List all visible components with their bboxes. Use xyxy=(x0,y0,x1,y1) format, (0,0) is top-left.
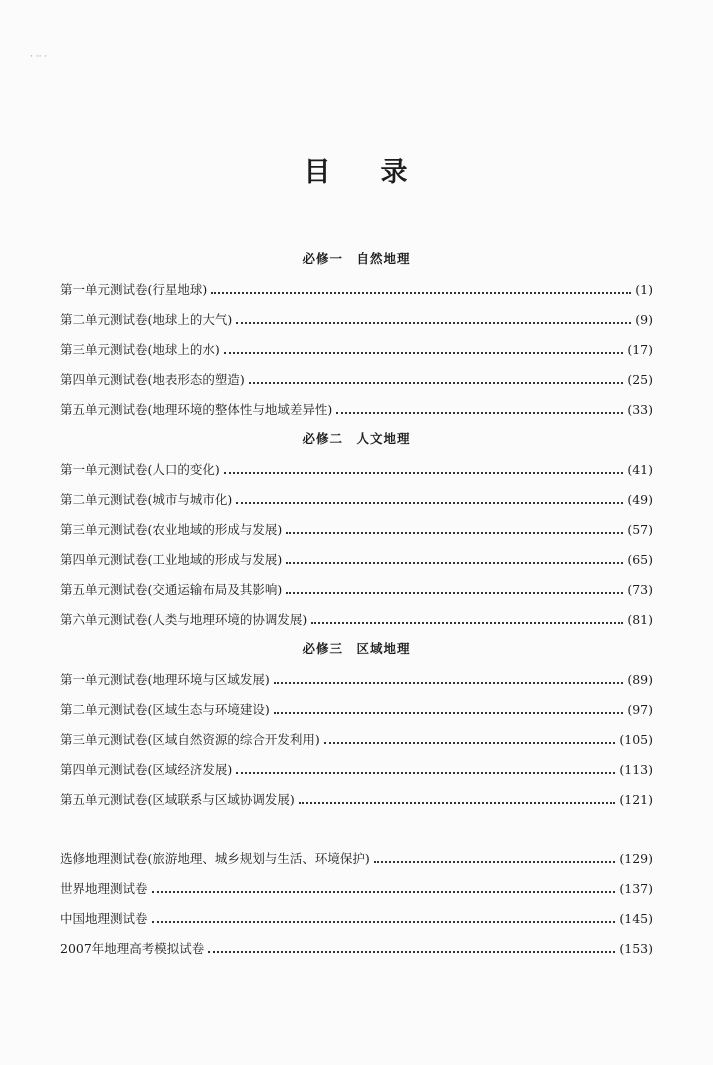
toc-entry-label: 第三单元测试卷(地球上的水) xyxy=(60,342,220,357)
section-spacer xyxy=(60,814,653,843)
toc-entry xyxy=(60,334,653,364)
toc-entry xyxy=(60,604,653,634)
dot-leader xyxy=(224,338,624,354)
toc-entry-label: 第三单元测试卷(农业地域的形成与发展) xyxy=(60,522,283,537)
dot-leader xyxy=(286,548,623,564)
toc-entry xyxy=(60,574,653,604)
toc-entry-page: (153) xyxy=(619,940,653,956)
page-title xyxy=(0,150,713,189)
toc-entry xyxy=(60,364,653,394)
toc-entry-page: (89) xyxy=(627,671,653,687)
toc-entry-page: (57) xyxy=(627,521,653,537)
toc-entry-page: (121) xyxy=(619,791,653,807)
toc-entry-page: (137) xyxy=(619,880,653,896)
dot-leader xyxy=(236,308,631,324)
toc-entry-label: 第一单元测试卷(人口的变化) xyxy=(60,462,220,477)
toc-entry-label: 第三单元测试卷(区域自然资源的综合开发利用) xyxy=(60,732,320,747)
toc-entry-label: 第四单元测试卷(工业地域的形成与发展) xyxy=(60,552,283,567)
toc-entry-page: (113) xyxy=(619,761,653,777)
toc-entry xyxy=(60,484,653,514)
dot-leader xyxy=(152,907,616,923)
title-char-2: 录 xyxy=(380,157,410,188)
scan-speck: · ·· · xyxy=(30,52,48,62)
toc-entry xyxy=(60,514,653,544)
toc-entry xyxy=(60,724,653,754)
toc-entry-page: (145) xyxy=(619,910,653,926)
toc-entry xyxy=(60,664,653,694)
dot-leader xyxy=(311,608,623,624)
toc-entry-page: (41) xyxy=(627,461,653,477)
toc-entry-label: 第五单元测试卷(交通运输布局及其影响) xyxy=(60,582,283,597)
dot-leader xyxy=(224,458,624,474)
toc-entry-label: 第六单元测试卷(人类与地理环境的协调发展) xyxy=(60,612,308,627)
toc-entry xyxy=(60,544,653,574)
dot-leader xyxy=(286,518,623,534)
dot-leader xyxy=(274,698,624,714)
dot-leader xyxy=(299,788,616,804)
toc-entry xyxy=(60,694,653,724)
dot-leader xyxy=(286,578,623,594)
dot-leader xyxy=(336,398,623,414)
dot-leader xyxy=(324,728,616,744)
section-header-bixiu-2: 必修二 人文地理 xyxy=(302,431,411,446)
toc-entry-label: 2007年地理高考模拟试卷 xyxy=(60,941,205,956)
toc-entry xyxy=(60,784,653,814)
title-char-1: 目 xyxy=(303,157,333,188)
dot-leader xyxy=(211,278,631,294)
toc-entry-label: 第四单元测试卷(区域经济发展) xyxy=(60,762,233,777)
dot-leader xyxy=(236,488,623,504)
toc-entry-label: 第二单元测试卷(地球上的大气) xyxy=(60,312,233,327)
toc-entry-page: (97) xyxy=(627,701,653,717)
toc-entry-page: (9) xyxy=(635,311,653,327)
toc-entry xyxy=(60,843,653,873)
dot-leader xyxy=(274,668,624,684)
toc-entry-page: (65) xyxy=(627,551,653,567)
dot-leader xyxy=(152,877,616,893)
dot-leader xyxy=(208,937,615,953)
toc-entry-label: 第四单元测试卷(地表形态的塑造) xyxy=(60,372,245,387)
toc-entry-page: (81) xyxy=(627,611,653,627)
dot-leader xyxy=(374,847,616,863)
toc-entry xyxy=(60,394,653,424)
toc-entry xyxy=(60,304,653,334)
toc-entry xyxy=(60,933,653,963)
toc-entry-label: 第五单元测试卷(区域联系与区域协调发展) xyxy=(60,792,295,807)
toc-entry-label: 第二单元测试卷(城市与城市化) xyxy=(60,492,233,507)
toc-entry xyxy=(60,903,653,933)
table-of-contents xyxy=(60,244,653,963)
toc-entry xyxy=(60,274,653,304)
toc-entry-label: 第一单元测试卷(地理环境与区域发展) xyxy=(60,672,270,687)
toc-entry-page: (105) xyxy=(619,731,653,747)
toc-entry-page: (17) xyxy=(627,341,653,357)
toc-entry-page: (25) xyxy=(627,371,653,387)
toc-entry-page: (73) xyxy=(627,581,653,597)
section-header-bixiu-3: 必修三 区域地理 xyxy=(302,641,411,656)
toc-entry xyxy=(60,873,653,903)
toc-entry-page: (1) xyxy=(635,281,653,297)
toc-entry xyxy=(60,454,653,484)
dot-leader xyxy=(249,368,624,384)
toc-entry-label: 世界地理测试卷 xyxy=(60,881,148,896)
toc-entry-label: 选修地理测试卷(旅游地理、城乡规划与生活、环境保护) xyxy=(60,851,370,866)
toc-entry-page: (33) xyxy=(627,401,653,417)
dot-leader xyxy=(236,758,615,774)
toc-entry-label: 第二单元测试卷(区域生态与环境建设) xyxy=(60,702,270,717)
toc-entry-page: (49) xyxy=(627,491,653,507)
toc-entry-page: (129) xyxy=(619,850,653,866)
toc-entry-label: 第一单元测试卷(行星地球) xyxy=(60,282,208,297)
section-header-bixiu-1: 必修一 自然地理 xyxy=(302,251,411,266)
toc-entry-label: 中国地理测试卷 xyxy=(60,911,148,926)
toc-entry xyxy=(60,754,653,784)
toc-entry-label: 第五单元测试卷(地理环境的整体性与地域差异性) xyxy=(60,402,333,417)
